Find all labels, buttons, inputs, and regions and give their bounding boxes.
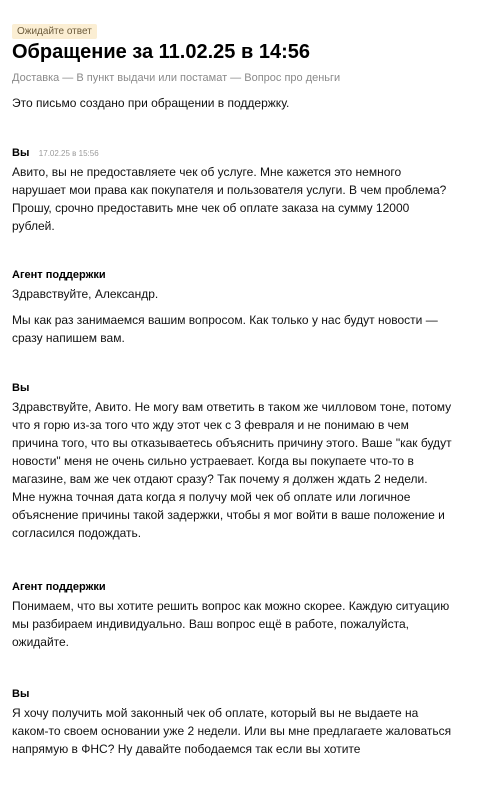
status-badge: Ожидайте ответ [12, 24, 97, 39]
message-author: Вы [12, 382, 30, 394]
message-user-2 [12, 378, 452, 542]
message-agent-2 [12, 577, 452, 651]
message-text: Авито, вы не предоставляете чек об услуге. Мне кажется это немного нарушает мои права как покупателя и пользователя услуги. В чем проблема? Прошу, срочно предоставить мне чек об оплате заказа на сумму 12000 рублей. [12, 165, 447, 233]
message-author: Агент поддержки [12, 581, 106, 593]
message-agent-1 [12, 265, 452, 347]
message-time: 17.02.25 в 15:56 [38, 149, 99, 158]
message-text: Мы как раз занимаемся вашим вопросом. Как только у нас будут новости — сразу напишем вам. [12, 313, 438, 345]
message-text: Здравствуйте, Авито. Не могу вам ответить в таком же чилловом тоне, потому что я горю из-за того что жду этот чек с 3 февраля и не понимаю в чем причина того, что вы отказываетесь объяснить причину этого. Ваше "как будут новости" меня не очень сильно устраевает. Когда вы покупаете что-то в магазине, вам же чек отдают сразу? Так почему я должен ждать 2 недели. Мне нужна точная дата когда я получу мой чек об оплате или логичное объяснение причины такой задержки, чтобы я мог войти в ваше положение и согласился подождать. [12, 400, 452, 540]
message-text: Я хочу получить мой законный чек об оплате, который вы не выдаете на каком-то своем основании уже 2 недели. Или вы мне предлагаете жаловаться напрямую в ФНС? Ну давайте пободаемся так если вы хотите [12, 706, 452, 756]
page-title: Обращение за 11.02.25 в 14:56 [12, 41, 310, 63]
intro-text: Это письмо создано при обращении в поддержку. [12, 96, 290, 110]
message-text: Понимаем, что вы хотите решить вопрос как можно скорее. Каждую ситуацию мы разбираем индивидуально. Ваш вопрос ещё в работе, пожалуйста, ожидайте. [12, 599, 450, 649]
message-author: Агент поддержки [12, 269, 106, 281]
message-author: Вы [12, 688, 30, 700]
message-author: Вы [12, 147, 30, 159]
breadcrumb: Доставка — В пункт выдачи или постамат — Вопрос про деньги [12, 72, 341, 84]
message-user-1 [12, 143, 452, 235]
message-text: Здравствуйте, Александр. [12, 287, 159, 301]
message-user-3 [12, 684, 452, 758]
